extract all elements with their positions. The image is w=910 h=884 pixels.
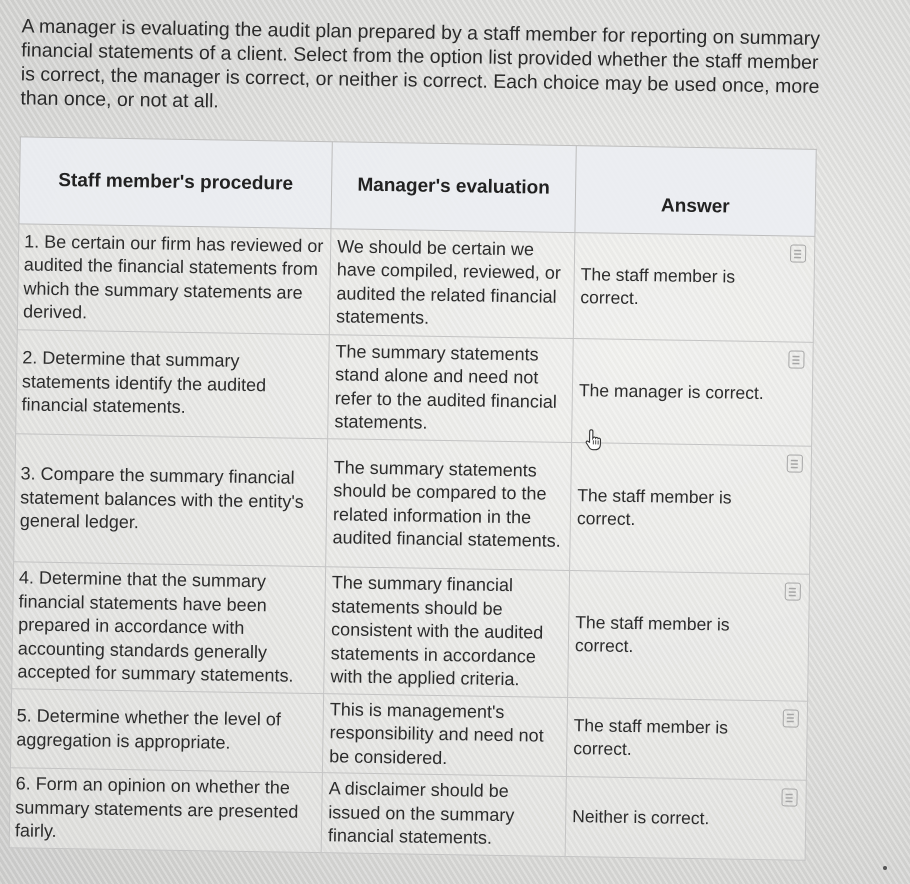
table-row [9, 768, 806, 860]
table-row [12, 562, 810, 701]
evaluation-cell: This is management's responsibility and need not be considered. [322, 693, 567, 776]
header-answer: Answer [575, 146, 816, 237]
answer-value: The staff member is correct. [576, 484, 732, 529]
answer-dropdown[interactable] [568, 571, 810, 701]
answer-dropdown[interactable] [573, 233, 815, 343]
evaluation-cell: The summary statements stand alone and need not refer to the audited financial statements. [328, 335, 574, 443]
screen-dust-speck [883, 866, 887, 870]
table-row [17, 224, 815, 342]
table-row [14, 434, 812, 574]
procedure-cell: 6. Form an opinion on whether the summary statements are presented fairly. [9, 768, 322, 852]
procedure-cell: 3. Compare the summary financial statement balances with the entity's general ledger. [14, 434, 328, 567]
list-icon[interactable] [783, 709, 799, 727]
list-icon[interactable] [790, 244, 806, 262]
answer-dropdown[interactable] [570, 443, 812, 575]
answer-value: The manager is correct. [578, 380, 764, 404]
table-header-row [19, 137, 816, 236]
header-manager-evaluation: Manager's evaluation [331, 142, 576, 233]
evaluation-cell: The summary financial statements should be consistent with the audited statements in accordance with the applied criteria. [324, 567, 570, 697]
procedure-cell: 5. Determine whether the level of aggregation is appropriate. [10, 688, 323, 772]
hand-pointer-icon [583, 427, 605, 451]
answer-value: The staff member is correct. [580, 263, 736, 308]
question-prompt: A manager is evaluating the audit plan prepared by a staff member for reporting on summary financial statements of a client. Select from the option list provided whether the staff member is correct, the manager is correct, or neither is correct. Each choice may be used once, more than once, or not at all. [20, 15, 821, 113]
answer-value: The staff member is correct. [574, 611, 730, 656]
evaluation-cell: The summary statements should be compared to the related information in the audited financial statements. [326, 439, 572, 571]
list-icon[interactable] [788, 350, 804, 368]
answer-dropdown[interactable] [565, 776, 806, 859]
header-staff-procedure: Staff member's procedure [19, 137, 332, 229]
procedure-cell: 2. Determine that summary statements identify the audited financial statements. [16, 330, 330, 439]
answer-dropdown[interactable] [572, 339, 814, 447]
table-row [16, 330, 814, 446]
table-row [10, 688, 807, 780]
evaluation-cell: We should be certain we have compiled, reviewed, or audited the related financial statements. [329, 229, 575, 339]
answer-value: The staff member is correct. [573, 714, 729, 759]
evaluation-cell: A disclaimer should be issued on the summary financial statements. [321, 773, 566, 856]
list-icon[interactable] [787, 454, 803, 472]
procedure-cell: 1. Be certain our firm has reviewed or audited the financial statements from which the summary statements are derived. [17, 224, 331, 335]
list-icon[interactable] [785, 582, 801, 600]
list-icon[interactable] [781, 788, 797, 806]
answer-table [9, 136, 817, 860]
answer-dropdown[interactable] [566, 697, 807, 780]
procedure-cell: 4. Determine that the summary financial statements have been prepared in accordance with accounting standards generally accepted for summary statements. [12, 562, 326, 693]
answer-value: Neither is correct. [572, 805, 710, 828]
